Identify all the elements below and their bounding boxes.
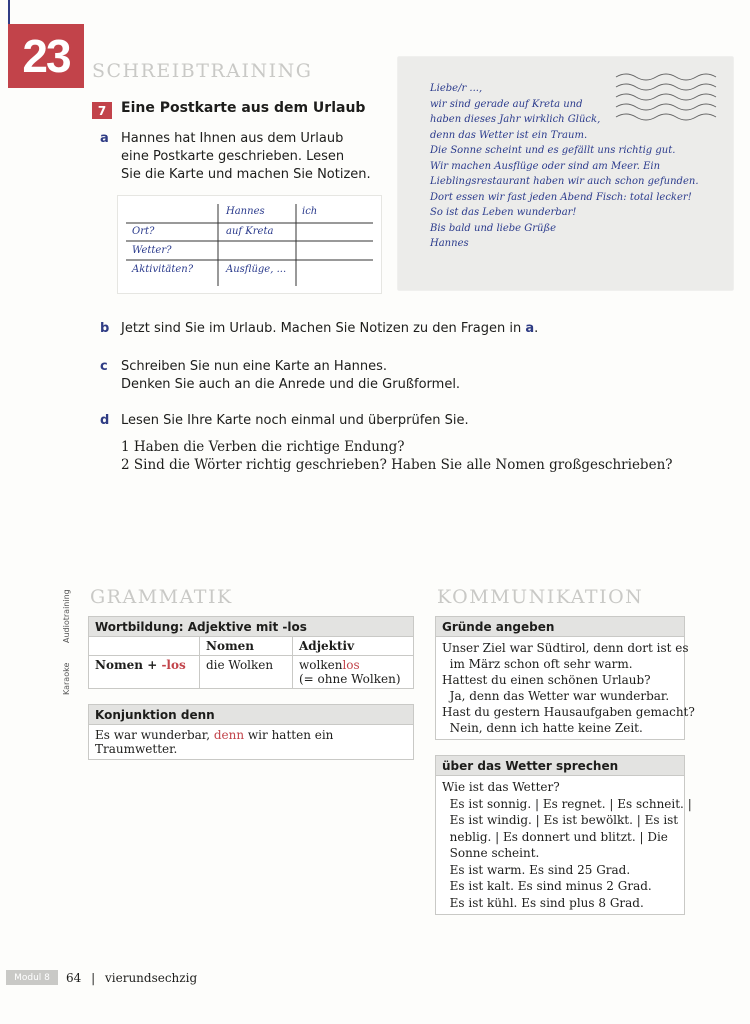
postcard-line: denn das Wetter ist ein Traum. [430, 129, 588, 141]
notes-col-ich: ich [302, 206, 318, 217]
box-line: Sonne scheint. [442, 846, 540, 860]
side-tab-audiotraining[interactable]: Audiotraining [62, 589, 71, 643]
step-b-text-before: Jetzt sind Sie im Urlaub. Machen Sie Notizen zu den Fragen in [121, 321, 526, 336]
notes-cell: auf Kreta [226, 226, 274, 237]
postcard-line: Die Sonne scheint und es gefällt uns richtig gut. [430, 145, 676, 156]
side-tab-karaoke[interactable]: Karaoke [62, 662, 71, 695]
grammatik-heading: GRAMMATIK [90, 586, 233, 608]
adj-note: (= ohne Wolken) [299, 672, 401, 686]
konj-after: wir hatten ein Traumwetter. [95, 728, 334, 756]
page-number-line [66, 971, 197, 985]
checklist-num: 2 [121, 457, 130, 473]
grammatik-box-body [88, 725, 414, 760]
step-d-text: Lesen Sie Ihre Karte noch einmal und überprüfen Sie. [121, 413, 469, 428]
page-separator: | [91, 971, 96, 985]
step-a-letter: a [100, 131, 109, 146]
table-cell [293, 656, 414, 689]
exercise-title: Eine Postkarte aus dem Urlaub [121, 100, 366, 116]
checklist-text: Sind die Wörter richtig geschrieben? Haben Sie alle Nomen großgeschrieben? [133, 457, 673, 473]
notes-cell: Ausflüge, ... [226, 264, 287, 275]
box-line: Wie ist das Wetter? [442, 780, 560, 794]
notes-table-card [117, 195, 382, 294]
notes-row-label: Aktivitäten? [132, 264, 194, 275]
checklist-item [121, 456, 673, 474]
step-c-text [121, 358, 460, 394]
kommunikation-box-title: über das Wetter sprechen [435, 755, 685, 776]
step-d-letter: d [100, 413, 110, 428]
checklist-num: 1 [121, 439, 130, 455]
box-line: Unser Ziel war Südtirol, denn dort ist es [442, 641, 689, 655]
konj-word: denn [213, 728, 245, 742]
exercise-number-badge: 7 [92, 102, 112, 119]
postcard-line: Dort essen wir fast jeden Abend Fisch: total lecker! [430, 191, 692, 203]
postcard-line: Hannes [430, 238, 469, 249]
step-b-text [121, 320, 538, 338]
grammatik-box-konjunktion [88, 704, 414, 760]
box-line: im März schon oft sehr warm. [442, 657, 633, 671]
adj-stem: wolken [299, 658, 343, 672]
postcard-line: So ist das Leben wunderbar! [430, 207, 577, 218]
box-line: Es ist kalt. Es sind minus 2 Grad. [442, 879, 652, 893]
chapter-number: 23 [8, 24, 84, 88]
kommunikation-box-title: Gründe angeben [435, 616, 685, 637]
box-line: Hast du gestern Hausaufgaben gemacht? [442, 705, 695, 719]
postcard-text [430, 81, 730, 252]
postcard-line: Liebe/r ..., [430, 83, 483, 94]
notes-row-label: Wetter? [132, 245, 172, 256]
postcard-line: Lieblingsrestaurant haben wir auch schon gefunden. [430, 176, 699, 187]
page-word: vierundsechzig [104, 971, 198, 985]
step-c-line: Schreiben Sie nun eine Karte an Hannes. [121, 359, 388, 374]
step-a-line: Hannes hat Ihnen aus dem Urlaub [121, 131, 344, 146]
kommunikation-heading: KOMMUNIKATION [437, 586, 644, 608]
box-line: Es ist windig. | Es ist bewölkt. | Es ist [442, 813, 679, 827]
postcard-line: Bis bald und liebe Grüße [430, 222, 557, 234]
box-line: Nein, denn ich hatte keine Zeit. [442, 721, 643, 735]
box-line: Es ist kühl. Es sind plus 8 Grad. [442, 895, 644, 910]
module-tab: Modul 8 [6, 970, 58, 985]
step-b-text-after: . [534, 321, 539, 336]
row-label-prefix: Nomen + [95, 658, 162, 672]
grammatik-box-body [88, 637, 414, 689]
table-cell: die Wolken [200, 656, 293, 689]
notes-col-hannes: Hannes [226, 206, 265, 217]
table-row-label [89, 656, 200, 689]
page-number: 64 [66, 971, 82, 985]
konj-before: Es war wunderbar, [95, 728, 214, 742]
step-b-letter: b [100, 321, 110, 336]
adj-suffix: los [342, 658, 360, 672]
step-b-ref: a [525, 321, 535, 336]
checklist-text: Haben die Verben die richtige Endung? [133, 439, 405, 455]
postcard-line: Wir machen Ausflüge oder sind am Meer. Ein [430, 160, 661, 172]
checklist-item [121, 438, 405, 456]
kommunikation-box-body [435, 637, 695, 740]
table-cell [89, 637, 200, 656]
box-line: Es ist warm. Es sind 25 Grad. [442, 862, 631, 877]
grammatik-box-adjektive [88, 616, 414, 689]
step-a-line: Sie die Karte und machen Sie Notizen. [121, 167, 371, 182]
kommunikation-box-body [435, 776, 692, 915]
postcard-line: haben dieses Jahr wirklich Glück, [430, 114, 601, 125]
row-label-suffix: -los [161, 658, 186, 672]
notes-row-label: Ort? [132, 226, 155, 237]
box-line: neblig. | Es donnert und blitzt. | Die [442, 829, 668, 844]
postcard-line: wir sind gerade auf Kreta und [430, 98, 583, 110]
kommunikation-box-gruende [435, 616, 695, 740]
step-c-line: Denken Sie auch an die Anrede und die Grußformel. [121, 377, 461, 392]
table-row [89, 637, 413, 656]
step-c-letter: c [100, 359, 108, 374]
table-header-cell: Nomen [200, 637, 293, 656]
step-a-line: eine Postkarte geschrieben. Lesen [121, 149, 345, 164]
box-line: Hattest du einen schönen Urlaub? [442, 673, 651, 687]
grammatik-box-title: Konjunktion denn [88, 704, 414, 725]
table-row [89, 656, 413, 689]
box-line: Es ist sonnig. | Es regnet. | Es schneit. | [442, 796, 692, 811]
table-header-cell: Adjektiv [293, 637, 414, 656]
kommunikation-box-wetter [435, 755, 692, 915]
step-a-text [121, 130, 371, 184]
grammatik-box-title: Wortbildung: Adjektive mit -los [88, 616, 414, 637]
section-title: SCHREIBTRAINING [92, 60, 313, 82]
box-line: Ja, denn das Wetter war wunderbar. [442, 689, 670, 703]
grammatik-table [89, 637, 413, 688]
